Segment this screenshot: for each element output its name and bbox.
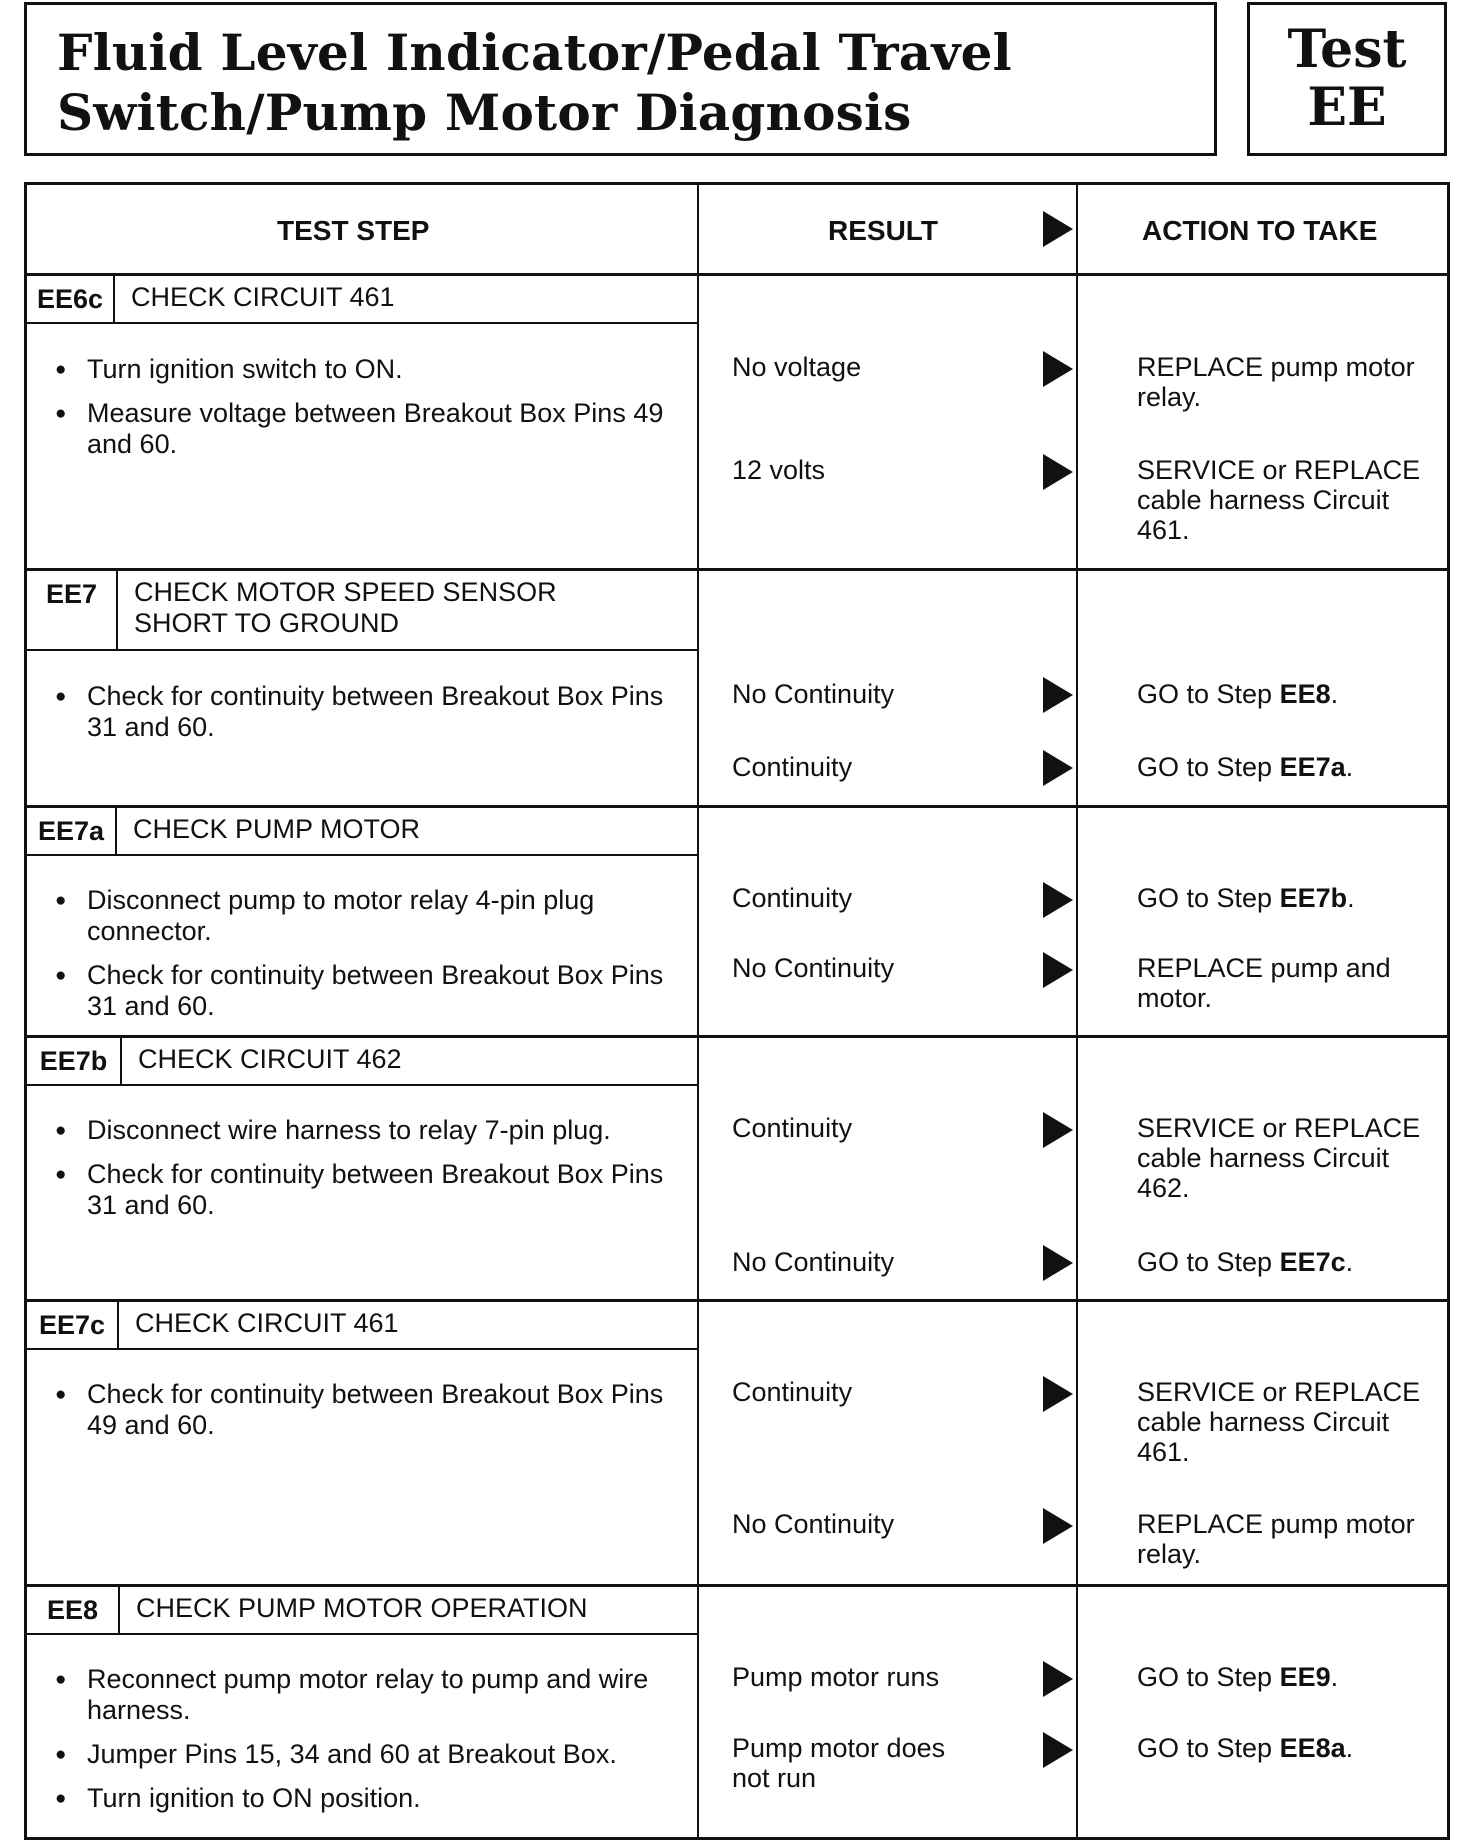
step-header [27, 1038, 699, 1086]
test-id-box [1247, 2, 1447, 156]
step-title: CHECK PUMP MOTOR OPERATION [136, 1593, 588, 1623]
step-instructions [53, 885, 693, 1035]
action-text: SERVICE or REPLACE cable harness Circuit 462. [1137, 1113, 1421, 1203]
instruction-item: ● Check for continuity between Breakout Box Pins 31 and 60. [53, 1159, 693, 1221]
result-text: No Continuity [732, 953, 895, 983]
step-id: EE7a [27, 808, 117, 854]
result-text: No Continuity [732, 1509, 895, 1539]
instruction-item: ● Check for continuity between Breakout Box Pins 49 and 60. [53, 1379, 693, 1441]
result-text: 12 volts [732, 455, 826, 485]
header-arrow-icon [1043, 211, 1073, 247]
arrow-icon [1043, 750, 1073, 786]
result-text: No Continuity [732, 679, 895, 709]
title-line-1: Fluid Level Indicator/Pedal Travel [57, 23, 1012, 82]
instruction-item: ● Turn ignition to ON position. [53, 1783, 693, 1814]
step-instructions [53, 1379, 693, 1454]
page-title [57, 23, 1012, 143]
action-text: GO to Step EE9. [1137, 1662, 1339, 1692]
arrow-icon [1043, 1245, 1073, 1281]
step-header [27, 276, 699, 324]
arrow-icon [1043, 882, 1073, 918]
step-header [27, 808, 699, 856]
step-id: EE6c [27, 276, 115, 322]
arrow-icon [1043, 952, 1073, 988]
arrow-icon [1043, 1376, 1073, 1412]
instruction-item: ● Jumper Pins 15, 34 and 60 at Breakout Box. [53, 1739, 693, 1770]
step-header [27, 571, 699, 651]
result-text: Pump motor does not run [732, 1733, 946, 1793]
arrow-icon [1043, 1112, 1073, 1148]
diagnosis-table [24, 182, 1450, 1840]
result-text: Continuity [732, 752, 853, 782]
arrow-icon [1043, 677, 1073, 713]
result-text: No voltage [732, 352, 862, 382]
action-text: GO to Step EE7b. [1137, 883, 1355, 913]
arrow-icon [1043, 454, 1073, 490]
result-text: No Continuity [732, 1247, 895, 1277]
step-title: CHECK CIRCUIT 461 [135, 1308, 399, 1338]
step-id: EE8 [27, 1587, 120, 1633]
arrow-icon [1043, 1732, 1073, 1768]
column-divider [1076, 185, 1078, 1837]
instruction-item: ● Turn ignition switch to ON. [53, 354, 693, 385]
step-id: EE7b [27, 1038, 122, 1084]
instruction-item: ● Disconnect pump to motor relay 4-pin plug connector. [53, 885, 693, 947]
step-instructions [53, 354, 693, 473]
result-text: Continuity [732, 883, 853, 913]
instruction-item: ● Check for continuity between Breakout Box Pins 31 and 60. [53, 960, 693, 1022]
action-text: GO to Step EE7c. [1137, 1247, 1354, 1277]
step-id: EE7c [27, 1302, 119, 1348]
result-text: Continuity [732, 1377, 853, 1407]
header-action: ACTION TO TAKE [1142, 215, 1378, 246]
step-title: CHECK CIRCUIT 462 [138, 1044, 402, 1074]
step-header [27, 1302, 699, 1350]
instruction-item: ● Disconnect wire harness to relay 7-pin plug. [53, 1115, 693, 1146]
action-text: GO to Step EE7a. [1137, 752, 1354, 782]
step-title: CHECK CIRCUIT 461 [131, 282, 395, 312]
step-instructions [53, 681, 693, 756]
step-title: CHECK PUMP MOTOR [133, 814, 421, 844]
instruction-item: ● Check for continuity between Breakout Box Pins 31 and 60. [53, 681, 693, 743]
step-instructions [53, 1664, 693, 1827]
result-text: Pump motor runs [732, 1662, 940, 1692]
action-text: REPLACE pump and motor. [1137, 953, 1391, 1013]
action-text: GO to Step EE8a. [1137, 1733, 1354, 1763]
instruction-item: ● Reconnect pump motor relay to pump and wire harness. [53, 1664, 693, 1726]
step-header [27, 1587, 699, 1635]
action-text: GO to Step EE8. [1137, 679, 1339, 709]
result-text: Continuity [732, 1113, 853, 1143]
title-box [24, 2, 1217, 156]
action-text: REPLACE pump motor relay. [1137, 1509, 1415, 1569]
arrow-icon [1043, 351, 1073, 387]
header-test-step: TEST STEP [277, 215, 430, 246]
action-text: SERVICE or REPLACE cable harness Circuit 461. [1137, 1377, 1421, 1467]
arrow-icon [1043, 1661, 1073, 1697]
action-text: REPLACE pump motor relay. [1137, 352, 1415, 412]
arrow-icon [1043, 1508, 1073, 1544]
step-title: CHECK MOTOR SPEED SENSOR SHORT TO GROUND [134, 577, 557, 638]
test-code: EE [1307, 77, 1387, 138]
step-instructions [53, 1115, 693, 1234]
header-result: RESULT [828, 215, 938, 246]
action-text: SERVICE or REPLACE cable harness Circuit 461. [1137, 455, 1421, 545]
instruction-item: ● Measure voltage between Breakout Box Pins 49 and 60. [53, 398, 693, 460]
title-line-2: Switch/Pump Motor Diagnosis [57, 83, 912, 142]
test-label: Test [1287, 19, 1407, 80]
step-id: EE7 [27, 571, 118, 649]
